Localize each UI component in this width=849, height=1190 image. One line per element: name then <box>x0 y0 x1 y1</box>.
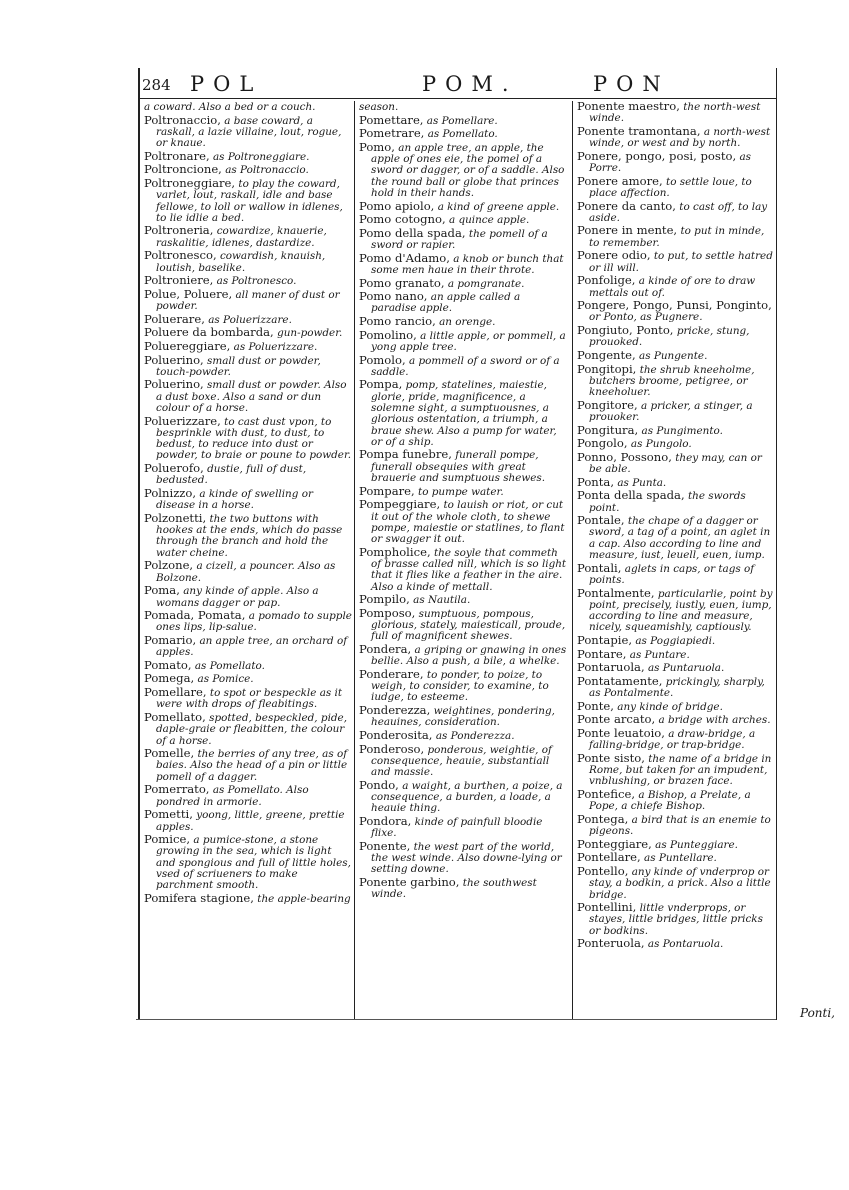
dictionary-entry <box>144 379 352 414</box>
headword: Ponte leuatoio, <box>577 725 665 740</box>
dictionary-entry <box>359 499 567 545</box>
dictionary-entry <box>144 286 352 313</box>
headword: Poma, <box>144 583 180 598</box>
headword: Poluereggiare, <box>144 338 231 353</box>
dictionary-entry <box>577 560 774 587</box>
headword: Pomo granato, <box>359 275 445 290</box>
definition: cowardish, knauish, loutish, baselike. <box>156 250 326 274</box>
headword: Poltronare, <box>144 148 210 163</box>
definition: a knob or bunch that some men haue in their throte. <box>371 252 564 276</box>
dictionary-entry <box>144 657 352 672</box>
definition: a base coward, a raskall, a lazie villaine, lout, rogue, or knaue. <box>156 114 342 150</box>
definition: as Poltroneggiare. <box>212 150 310 163</box>
headword: Pontefice, <box>577 786 636 801</box>
headword: Pomato, <box>144 657 192 672</box>
definition: as Puntare. <box>629 648 690 661</box>
definition: a kinde of ore to draw mettals out of. <box>589 275 756 299</box>
definition: yoong, little, greene, prettie apples. <box>156 809 345 833</box>
definition: small dust or powder. Also a dust boxe. Also a sand or dun colour of a horse. <box>156 379 347 414</box>
definition: as Puntellare. <box>644 852 717 865</box>
dictionary-entry <box>577 902 774 937</box>
dictionary-entry <box>577 938 774 950</box>
headword: Pontale, <box>577 513 625 528</box>
headword: Pongente, <box>577 347 636 362</box>
definition: as Poltronesco. <box>216 275 297 288</box>
definition: as Ponderezza. <box>435 729 515 742</box>
definition: as Punteggiare. <box>655 838 738 851</box>
definition: as Pungente. <box>639 349 708 362</box>
definition: to pumpe water. <box>418 485 504 498</box>
definition: to cast dust vpon, to besprinkle with dust, to dust, to bedust, to reduce into dust or powder, to braie or poune to powder. <box>156 415 352 462</box>
dictionary-entry <box>577 361 774 399</box>
dictionary-entry <box>144 687 352 711</box>
headword: Ponfolige, <box>577 273 636 288</box>
dictionary-entry <box>359 483 567 498</box>
definition: a north-west winde, or west and by north. <box>589 125 771 150</box>
headword: Ponta, <box>577 474 615 489</box>
headword: Pomellare, <box>144 685 207 700</box>
headword: Ponte, <box>577 698 614 713</box>
dictionary-entry <box>577 148 774 175</box>
headword: Ponteggiare, <box>577 836 652 851</box>
headword: Ponente tramontana, <box>577 123 701 138</box>
headword: Ponta della spada, <box>577 488 685 503</box>
dictionary-entry <box>144 610 352 634</box>
headword: Pompa, <box>359 377 403 392</box>
headword: Pomice, <box>144 832 191 847</box>
headword: Poluerino, <box>144 352 204 367</box>
definition: spotted, bespeckled, pide, daple-graie or fleabitten, the colour of a horse. <box>156 711 347 747</box>
dictionary-entry <box>359 449 567 484</box>
headword: Pomo nano, <box>359 289 428 304</box>
headword: Pomettare, <box>359 112 424 127</box>
definition: as Poluerizzare. <box>208 313 292 326</box>
dictionary-entry <box>144 327 352 339</box>
headword: Poluere da bombarda, <box>144 325 274 340</box>
headword: Ponere, pongo, posi, posto, <box>577 148 737 163</box>
headword: Pomellato, <box>144 709 206 724</box>
definition: the swords point. <box>589 490 746 514</box>
dictionary-entry <box>359 112 567 127</box>
dictionary-entry <box>359 139 567 199</box>
headword: Pongiuto, Ponto, <box>577 323 674 338</box>
headword: Poltronaccio, <box>144 112 221 127</box>
definition: as Nautila. <box>413 594 471 607</box>
dictionary-entry <box>144 784 352 808</box>
headword: Ponderosita, <box>359 727 433 742</box>
headword: Poluerizzare, <box>144 413 221 428</box>
dictionary-entry <box>144 709 352 747</box>
dictionary-entry <box>359 214 567 226</box>
definition: to cast off, to lay aside. <box>589 200 768 224</box>
headword: Pompholice, <box>359 544 431 559</box>
header-left-guideword: POL <box>190 72 263 96</box>
definition: pomp, statelines, maiestie, glorie, pride, magnificence, a solemne sight, a sumptuousnes, a glorious ostentation, a triumph, a braue shew. Also a pump for water, or of a ship. <box>371 379 557 448</box>
definition: a pommell of a sword or of a saddle. <box>371 354 560 378</box>
definition: the southwest winde. <box>371 877 537 901</box>
definition: they may, can or be able. <box>589 451 762 476</box>
definition: funerall pompe, funerall obsequies with great brauerie and sumptuous shewes. <box>371 449 546 485</box>
dictionary-entry <box>577 474 774 489</box>
headword: Pomelle, <box>144 746 195 761</box>
headword: Pometti, <box>144 807 193 822</box>
definition: particularlie, point by point, precisely, iustly, euen, iump, according to line and measure, nicely, squeamishly, captiously. <box>589 587 773 634</box>
definition: to lauish or riot, or cut it out of the whole cloth, to shewe pompe, maiestie or statlines, to flant or swagger it out. <box>371 499 565 546</box>
definition: the north-west winde. <box>589 101 761 125</box>
dictionary-entry <box>144 250 352 274</box>
headword: Pontapie, <box>577 633 633 647</box>
definition: weightines, pondering, heauines, consideration. <box>371 705 555 729</box>
dictionary-entry <box>359 379 567 448</box>
headword: Ponderare, <box>359 666 424 681</box>
dictionary-entry <box>577 490 774 514</box>
definition: cowardize, knauerie, raskalitie, idlenes, dastardize. <box>156 225 327 249</box>
catchword: Ponti, <box>799 1006 835 1020</box>
dictionary-entry <box>359 316 567 328</box>
definition: any kinde of bridge. <box>617 700 723 713</box>
headword: Poltroniere, <box>144 273 214 288</box>
dictionary-entry <box>577 673 774 700</box>
headword: Poltroneria, <box>144 223 214 238</box>
dictionary-entry <box>359 727 567 742</box>
dictionary-entry <box>144 463 352 487</box>
dictionary-entry <box>577 646 774 661</box>
dictionary-entry <box>359 741 567 779</box>
headword: Pongitore, <box>577 397 638 412</box>
header-right-guideword: PON <box>593 72 670 96</box>
bottom-rule <box>136 1019 776 1020</box>
dictionary-entry <box>144 311 352 326</box>
definition: to put in minde, to remember. <box>589 225 765 249</box>
definition: season. <box>359 101 399 113</box>
headword: Pomo cotogno, <box>359 212 446 227</box>
dictionary-entry <box>577 438 774 450</box>
headword: Pompilo, <box>359 592 410 607</box>
headword: Pontellare, <box>577 850 641 865</box>
headword: Ponere in mente, <box>577 223 678 238</box>
dictionary-entry <box>359 327 567 354</box>
dictionary-entry <box>577 585 774 634</box>
headword: Pomposo, <box>359 605 416 620</box>
definition: an apple called a paradise apple. <box>371 291 521 315</box>
dictionary-entry <box>359 705 567 729</box>
column-rule <box>354 101 355 1020</box>
headword: Pongere, Pongo, Punsi, Ponginto, <box>577 298 772 313</box>
definition: to settle loue, to place affection. <box>589 175 752 199</box>
definition: a bird that is an enemie to pigeons. <box>589 813 771 838</box>
dictionary-entry <box>577 275 774 299</box>
dictionary-entry <box>577 173 774 200</box>
dictionary-entry <box>577 786 774 813</box>
definition: to play the coward, varlet, lout, raskall, idle and base fellowe, to loll or wallow in idlenes, to lie idlie a bed. <box>156 177 343 224</box>
headword: Ponte arcato, <box>577 712 656 727</box>
definition: a coward. Also a bed or a couch. <box>144 101 316 113</box>
definition: a quince apple. <box>448 214 530 227</box>
headword: Pomo, <box>359 139 395 154</box>
dictionary-entry <box>359 198 567 213</box>
headword: Pomada, Pomata, <box>144 608 246 623</box>
definition: gun-powder. <box>277 327 343 340</box>
definition: the apple-bearing <box>257 892 351 905</box>
headword: Ponente maestro, <box>577 101 680 113</box>
definition: as Pomellare. <box>426 114 498 127</box>
definition: a pumice-stone, a stone growing in the sea, which is light and spongious and full of little holes, vsed of scriueners to make parchment smooth. <box>156 834 351 892</box>
headword: Poluerare, <box>144 311 205 326</box>
definition: to ponder, to poize, to weigh, to consider, to examine, to iudge, to esteeme. <box>371 668 549 704</box>
headword: Pomega, <box>144 671 195 686</box>
dictionary-entry <box>359 128 567 140</box>
column-2 <box>359 101 567 1020</box>
dictionary-entry <box>577 662 774 674</box>
definition: sumptuous, pompous, glorious, stately, maiesticall, proude, full of magnificent shewes. <box>371 607 566 643</box>
dictionary-entry <box>577 397 774 424</box>
dictionary-entry <box>144 560 352 584</box>
definition: the pomell of a sword or rapier. <box>371 227 548 252</box>
dictionary-entry <box>144 485 352 512</box>
dictionary-entry <box>577 325 774 349</box>
column-1 <box>144 101 352 1020</box>
dictionary-entry <box>577 635 774 647</box>
dictionary-entry <box>144 673 352 685</box>
definition: as Poggiapiedi. <box>635 635 716 647</box>
dictionary-entry <box>144 352 352 379</box>
headword: Pongolo, <box>577 436 628 451</box>
headword: Pomario, <box>144 633 197 647</box>
headword: Ponte sisto, <box>577 750 645 765</box>
dictionary-entry <box>577 225 774 249</box>
headword: Pomo d'Adamo, <box>359 250 450 265</box>
headword: Pomolo, <box>359 352 406 367</box>
headword: Pongitura, <box>577 422 639 437</box>
definition: a griping or gnawing in ones bellie. Also a push, a bile, a whelke. <box>371 644 567 668</box>
definition: any kinde of apple. Also a womans dagger or pap. <box>156 585 319 609</box>
definition: a cizell, a pouncer. Also as Bolzone. <box>156 560 336 584</box>
dictionary-entry <box>144 635 352 659</box>
definition: an apple tree, an apple, the apple of ones eie, the pomel of a sword or dagger, or of a saddle. Also the round ball or globe that princes hold in their hands. <box>371 141 565 199</box>
headword: Ponere da canto, <box>577 198 676 213</box>
column-rule <box>572 101 573 1020</box>
definition: any kinde of vnderprop or stay, a bodkin, a prick. Also a little bridge. <box>589 865 771 901</box>
dictionary-page <box>138 68 777 1020</box>
dictionary-entry <box>359 813 567 840</box>
definition: as Pomellato. Also pondred in armorie. <box>156 784 309 808</box>
dictionary-entry <box>577 714 774 726</box>
dictionary-entry <box>359 777 567 815</box>
dictionary-entry <box>359 250 567 277</box>
headword: Pomo della spada, <box>359 225 466 240</box>
dictionary-entry <box>577 123 774 150</box>
headword: Pongitopi, <box>577 361 637 376</box>
definition: as Puntaruola. <box>647 662 725 675</box>
headword: Ponente garbino, <box>359 875 460 890</box>
headword: Polzonetti, <box>144 510 207 525</box>
definition: a bridge with arches. <box>658 714 771 727</box>
definition: a little apple, or pommell, a yong apple tree. <box>371 329 566 353</box>
dictionary-entry <box>144 748 352 783</box>
definition: to put, to settle hatred or ill will. <box>589 250 773 274</box>
dictionary-entry <box>577 811 774 838</box>
dictionary-entry <box>359 225 567 252</box>
definition: a kinde of swelling or disease in a horse. <box>156 487 313 512</box>
headword: Pontellini, <box>577 900 637 915</box>
definition: as Punta. <box>617 476 667 489</box>
dictionary-entry <box>359 291 567 315</box>
definition: the chape of a dagger or sword, a tag of a point, an aglet in a cap. Also according to line and measure, iust, leuell, euen, iump. <box>589 515 771 562</box>
dictionary-entry <box>359 644 567 668</box>
headword: Pomo rancio, <box>359 314 436 329</box>
dictionary-entry <box>359 352 567 379</box>
dictionary-entry <box>577 836 774 851</box>
column-3 <box>577 101 774 1020</box>
dictionary-entry <box>144 809 352 833</box>
headword: Ponderoso, <box>359 741 425 756</box>
headword: Poluerofo, <box>144 461 204 476</box>
running-header <box>140 68 776 99</box>
dictionary-entry <box>144 834 352 891</box>
definition: or Ponto, as Pugnere. <box>589 311 703 324</box>
headword: Poltroneggiare, <box>144 175 236 190</box>
definition: as Poltronaccio. <box>225 164 309 177</box>
headword: Pomifera stagione, <box>144 890 254 905</box>
headword: Poltronesco, <box>144 248 217 263</box>
headword: Pontatamente, <box>577 673 663 688</box>
headword: Ponente, <box>359 838 411 853</box>
headword: Pondora, <box>359 813 412 828</box>
headword: Pompa funebre, <box>359 447 452 462</box>
definition: ponderous, weightie, of consequence, heauie, substantiall and massie. <box>371 743 552 779</box>
definition: the name of a bridge in Rome, but taken for an impudent, vnblushing, or brazen face. <box>589 752 772 788</box>
headword: Pomolino, <box>359 327 417 342</box>
definition: all maner of dust or powder. <box>156 288 340 313</box>
definition: pricke, stung, prouoked. <box>589 325 750 349</box>
definition: dustie, full of dust, bedusted. <box>156 463 307 487</box>
dictionary-entry <box>144 101 352 113</box>
dictionary-entry <box>577 698 774 713</box>
definition: small dust or powder, touch-powder. <box>156 354 321 378</box>
dictionary-entry <box>577 852 774 864</box>
dictionary-entry <box>144 413 352 462</box>
definition: little vnderprops, or stayes, little bridges, little pricks or bodkins. <box>589 902 763 937</box>
definition: prickingly, sharply, as Pontalmente. <box>589 675 765 700</box>
headword: Polnizzo, <box>144 485 197 500</box>
dictionary-entry <box>577 422 774 437</box>
headword: Pontali, <box>577 560 622 575</box>
definition: as Pomellato. <box>194 659 265 672</box>
headword: Pondera, <box>359 642 412 656</box>
dictionary-entry <box>359 594 567 606</box>
dictionary-entry <box>359 275 567 290</box>
definition: a Bishop, a Prelate, a Pope, a chiefe Bishop. <box>589 788 751 813</box>
headword: Polue, Poluere, <box>144 286 233 301</box>
headword: Pompeggiare, <box>359 497 441 512</box>
headword: Pomo apiolo, <box>359 198 435 213</box>
dictionary-entry <box>359 838 567 876</box>
definition: a pomgranate. <box>447 277 525 290</box>
dictionary-entry <box>144 225 352 249</box>
page-number: 284 <box>142 76 171 94</box>
definition: the two buttons with hookes at the ends, which do passe through the branch and hold the water cheine. <box>156 512 343 559</box>
dictionary-entry <box>144 585 352 609</box>
headword: Poluerino, <box>144 377 204 392</box>
dictionary-entry <box>359 101 567 113</box>
dictionary-entry <box>144 275 352 287</box>
dictionary-entry <box>577 198 774 225</box>
dictionary-entry <box>577 750 774 788</box>
definition: the west part of the world, the west winde. Also downe-lying or setting downe. <box>371 840 562 876</box>
dictionary-entry <box>577 449 774 476</box>
definition: the shrub kneeholme, butchers broome, petigree, or kneeholuer. <box>589 363 755 399</box>
headword: Polzone, <box>144 558 194 573</box>
definition: an orenge. <box>439 316 496 329</box>
definition: a pomado to supple ones lips, lip-salue. <box>156 610 352 634</box>
dictionary-entry <box>144 338 352 353</box>
definition: a draw-bridge, a falling-bridge, or trap-bridge. <box>589 727 756 752</box>
definition: as Pomellato. <box>427 128 498 141</box>
definition: as Pungimento. <box>641 424 723 437</box>
headword: Pontaruola, <box>577 660 645 675</box>
headword: Pontega, <box>577 811 629 826</box>
headword: Pontello, <box>577 863 629 878</box>
definition: to spot or bespeckle as it were with drops of fleabitings. <box>156 687 343 711</box>
dictionary-entry <box>144 510 352 559</box>
headword: Ponere amore, <box>577 173 663 188</box>
definition: as Poluerizzare. <box>233 340 318 353</box>
headword: Pompare, <box>359 483 415 498</box>
dictionary-entry <box>144 112 352 150</box>
headword: Pontare, <box>577 646 627 661</box>
headword: Pondo, <box>359 777 399 792</box>
dictionary-entry <box>359 666 567 704</box>
definition: the berries of any tree, as of baies. Also the head of a pin or little pomell of a dagger. <box>156 748 348 783</box>
header-center-guideword: POM. <box>422 72 518 96</box>
headword: Ponderezza, <box>359 703 431 718</box>
dictionary-entry <box>144 175 352 224</box>
definition: as Porre. <box>589 150 752 175</box>
definition: kinde of painfull bloodie flixe. <box>371 815 543 840</box>
dictionary-entry <box>577 725 774 752</box>
definition: a waight, a burthen, a poize, a consequence, a burden, a loade, a heauie thing. <box>371 779 563 815</box>
dictionary-entry <box>144 164 352 176</box>
dictionary-entry <box>577 515 774 561</box>
definition: as Pomice. <box>197 673 254 686</box>
definition: the soyle that commeth of brasse called nill, which is so light that it flies like a feather in the aire. Also a kinde of mettall. <box>371 546 567 593</box>
dictionary-entry <box>577 347 774 362</box>
headword: Pontalmente, <box>577 585 655 600</box>
dictionary-entry <box>144 890 352 905</box>
headword: Ponere odio, <box>577 248 651 263</box>
definition: as Pungolo. <box>630 438 692 451</box>
dictionary-entry <box>359 544 567 593</box>
headword: Pomerrato, <box>144 782 210 797</box>
dictionary-entry <box>144 148 352 163</box>
headword: Pometrare, <box>359 126 425 141</box>
dictionary-entry <box>359 605 567 643</box>
dictionary-entry <box>359 877 567 901</box>
definition: a pricker, a stinger, a prouoker. <box>589 399 753 423</box>
dictionary-entry <box>577 863 774 901</box>
dictionary-entry <box>577 101 774 125</box>
definition: aglets in caps, or tags of points. <box>589 562 755 586</box>
headword: Ponteruola, <box>577 936 645 951</box>
dictionary-entry <box>577 250 774 274</box>
dictionary-entry <box>577 300 774 324</box>
headword: Ponno, Possono, <box>577 449 672 464</box>
definition: as Pontaruola. <box>647 938 724 951</box>
definition: an apple tree, an orchard of apples. <box>156 635 348 659</box>
definition: a kind of greene apple. <box>437 200 560 213</box>
headword: Poltroncione, <box>144 162 222 177</box>
